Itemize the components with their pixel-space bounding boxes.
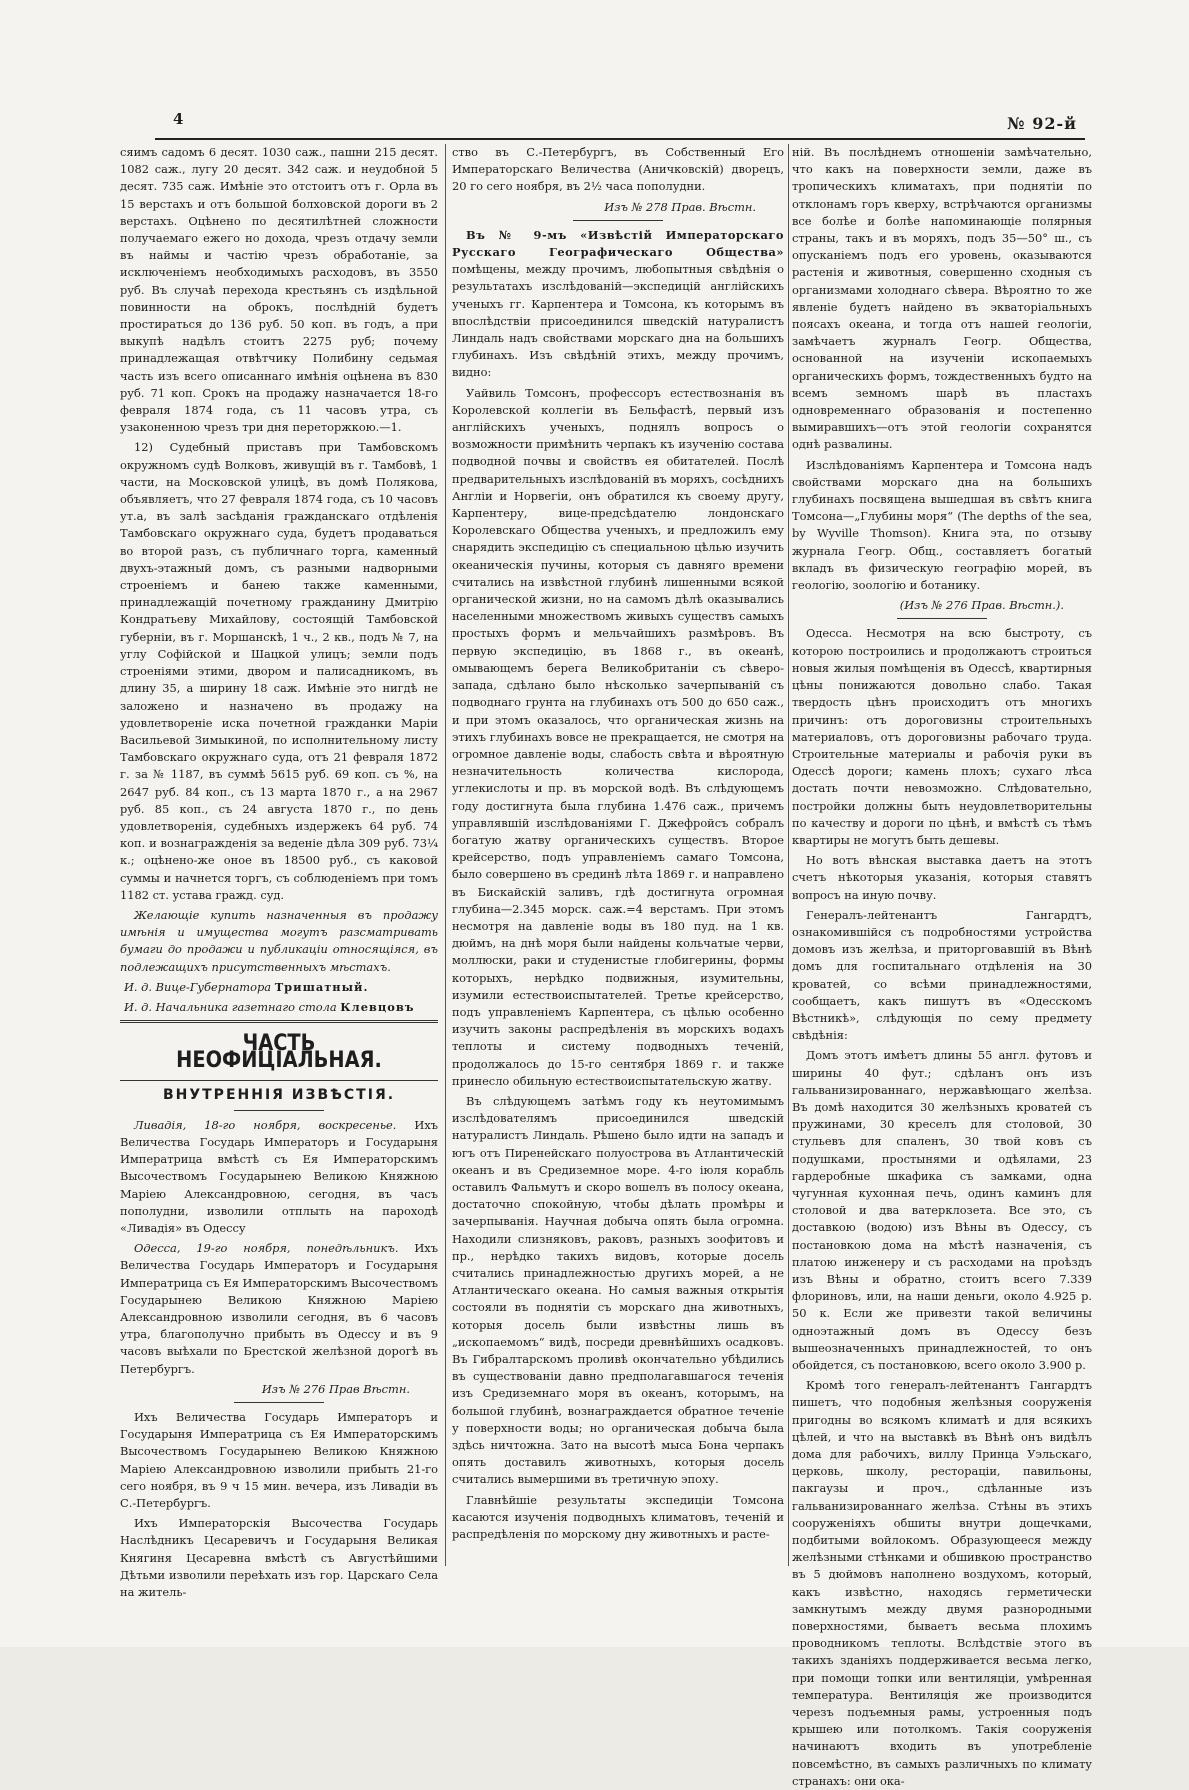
page-header: [155, 108, 1085, 138]
signature-name: Тришатный.: [274, 979, 369, 994]
column-3: [792, 144, 1092, 1788]
separator: [573, 220, 663, 221]
signature-line: [120, 979, 438, 996]
dateline: Ливадія, 18-го ноября, воскресенье.: [134, 1117, 397, 1132]
signature-line: [120, 999, 438, 1016]
paragraph: ство въ С.-Петербургъ, въ Собственный Его Императорскаго Величества (Аничковскій) дворецъ, 20 го сего ноября, въ 2½ часа пополудни.: [452, 145, 784, 194]
separator: [234, 1110, 324, 1111]
page-number: 4: [173, 110, 184, 128]
section-title: ЧАСТЬ НЕОФИЦІАЛЬНАЯ.: [176, 1031, 382, 1074]
dateline: Одесса, 19-го ноября, понедѣльникъ.: [134, 1241, 399, 1256]
issue-number: № 92-й: [1007, 114, 1077, 133]
source-citation: Изъ № 278 Прав. Вѣстн.: [604, 199, 756, 214]
column-divider: [445, 144, 446, 1566]
section-rule: [120, 1020, 438, 1023]
news-paragraph: [120, 1117, 438, 1237]
paragraph: Домъ этотъ имѣетъ длины 55 англ. футовъ и ширины 40 фут.; сдѣланъ онъ изъ гальванизированнаго, нержавѣющаго желѣза. Въ домѣ находится 30 желѣзныхъ кроватей съ пружинами, 30 креселъ для столовой, 30 стульевъ для спаленъ, 30 твой ковъ съ подушками, простынями и одѣялами, 23 гардеробные шкафика съ замками, одна чугунная кухонная печь, одинъ каминъ для столовой и два ватерклозета. Все это, съ доставкою (водою) изъ Вѣны въ Одессу, съ постановкою дома на мѣстѣ назначенія, съ платою инженеру и съ расходами на проѣздъ изъ Вѣны и обратно, стоитъ всего 7.339 флориновъ, или, на наши деньги, около 4.925 р. 50 к. Если же привезти такой величины одноэтажный домъ въ Одессу безъ вышеозначенныхъ принадлежностей, то онъ обойдется, съ постановкою, всего около 3.900 р.: [792, 1048, 1092, 1373]
paragraph: сяимъ садомъ 6 десят. 1030 саж., пашни 215 десят. 1082 саж., лугу 20 десят. 342 саж. и неудобной 5 десят. 735 саж. Имѣніе это отстоитъ отъ г. Орла въ 15 верстахъ и отъ большой болховской дороги въ 2 верстахъ. Оцѣнено по десятилѣтней сложности получаемаго ежего но дохода, чрезъ отдачу земли въ наймы и частію чрезъ обработаніе, за исключеніемъ необходимыхъ расходовъ, въ 3550 руб. Въ случаѣ перехода крестьянъ съ издѣльной повинности на оброкъ, послѣдній будетъ простираться до 136 руб. 50 коп. въ годъ, а при выкупѣ надѣлъ стоитъ 2275 руб; почему принадлежащая отвѣтчику Полибину седьмая часть изъ всего описаннаго имѣнія оцѣнена въ 830 руб. 71 коп. Срокъ на продажу назначается 18-го февраля 1874 года, съ 11 часовъ утра, съ узаконенною чрезъ три дня переторжкою.—1.: [120, 145, 438, 435]
signature-name: Клевцовъ: [340, 999, 415, 1014]
signature-role: И. д. Вице-Губернатора: [124, 979, 272, 994]
separator: [897, 618, 987, 619]
source-citation: Изъ № 276 Прав Вѣстн.: [261, 1381, 410, 1396]
paragraph: Кромѣ того генералъ-лейтенантъ Гангардтъ пишетъ, что подобныя желѣзныя сооруженія пригодны во всякомъ климатѣ и для всякихъ цѣлей, и что на выставкѣ въ Вѣнѣ онъ видѣлъ дома для рабочихъ, виллу Принца Уэльскаго, церковь, школу, рестораціи, павильоны, пакгаузы и проч., сдѣланные изъ гальванизированнаго желѣза. Стѣны въ этихъ сооруженіяхъ обшиты внутри дощечками, подбитыми войлокомъ. Образующееся между желѣзными стѣнками и обшивкою пространство въ 5 дюймовъ наполнено воздухомъ, который, какъ извѣстно, находясь герметически замкнутымъ между двумя разнородными поверхностями, бываетъ весьма плохимъ проводникомъ теплоты. Вслѣдствіе этого въ такихъ зданіяхъ поддерживается весьма легко, при помощи топки или вентиляціи, умѣренная температура. Вентиляція же производится черезъ подъемныя рамы, устроенныя подъ крышею или потолкомъ. Такія сооруженія начинаютъ входить въ употребленіе повсемѣстно, въ самыхъ различныхъ по климату странахъ: они ока-: [792, 1378, 1092, 1788]
news-text: Ихъ Величества Государь Императоръ и Государыня Императрица съ Ея Императорскимъ Высочествомъ Государынею Великою Княжною Маріею Александровною изволили сегодня, въ 6 часовъ утра, благополучно прибыть въ Одессу и въ 9 часовъ выѣхали по Брестской желѣзной дорогѣ въ Петербургъ.: [120, 1241, 438, 1376]
paragraph: Ихъ Императорскія Высочества Государь Наслѣдникъ Цесаревичъ и Государыня Великая Княгиня Цесаревна вмѣстѣ съ Августѣйшими Дѣтьми изволили переѣхать изъ гор. Царскаго Села на житель-: [120, 1516, 438, 1600]
lead-text: Въ № 9-мъ «Извѣстій Императорскаго Русскаго Географическаго Общества»: [452, 227, 784, 260]
signature-role: И. д. Начальника газетнаго стола: [124, 999, 337, 1014]
header-rule: [155, 138, 1085, 140]
paragraph-text: помѣщены, между прочимъ, любопытныя свѣдѣнія о результатахъ изслѣдованій—экспедицій англійскихъ ученыхъ гг. Карпентера и Томсона, къ которымъ въ впослѣдствіи присоединился шведскій натуралистъ Линдаль надъ свойствами морскаго дна на большихъ глубинахъ. Изъ свѣдѣній этихъ, между прочимъ, видно:: [452, 262, 784, 380]
paragraph: [452, 227, 784, 382]
column-divider: [788, 144, 789, 1566]
paragraph: Изслѣдованіямъ Карпентера и Томсона надъ свойствами морскаго дна на большихъ глубинахъ посвящена вышедшая въ свѣтъ книга Томсона—„Глубины моря“ (The depths of the sea, by Wyville Thomson). Книга эта, по отзыву журнала Геогр. Общ., составляетъ богатый вкладъ въ физическую географію морей, въ геологію, зоологію и ботанику.: [792, 457, 1092, 593]
paragraph: Генералъ-лейтенантъ Гангардтъ, ознакомившійся съ подробностями устройства домовъ изъ желѣза, и приторговавшій въ Вѣнѣ домъ для госпитальнаго отдѣленія на 30 кроватей, со всѣми принадлежностями, сообщаетъ, какъ пишутъ въ «Одесскомъ Вѣстникѣ», слѣдующія по сему предмету свѣдѣнія:: [792, 907, 1092, 1043]
source-citation: (Изъ № 276 Прав. Вѣстн.).: [899, 598, 1064, 613]
separator: [234, 1402, 324, 1403]
paragraph: Главнѣйшіе результаты экспедиціи Томсона касаются изученія подводныхъ климатовъ, теченій и распредѣленія по морскому дну животныхъ и расте-: [452, 1492, 784, 1542]
notice-paragraph: Желающіе купить назначенныя въ продажу имѣнія и имущества могутъ разсматривать бумаги до продажи и публикаціи относящіяся, въ подлежащихъ присутственныхъ мѣстахъ.: [120, 907, 438, 974]
subsection-title: ВНУТРЕННІЯ ИЗВѢСТІЯ.: [162, 1086, 396, 1103]
news-paragraph: [120, 1240, 438, 1378]
section-rule: [120, 1080, 438, 1081]
column-1: [120, 144, 438, 1600]
paragraph: Уайвиль Томсонъ, профессоръ естествознанія въ Королевской коллегіи въ Бельфастѣ, первый изъ англійскихъ ученыхъ, поднялъ вопросъ о возможности примѣнить черпакъ къ изученію состава подводной почвы и свойствъ ея обитателей. Послѣ предварительныхъ изслѣдованій въ моряхъ, сосѣднихъ Англіи и Норвегіи, онъ обратился къ своему другу, Карпентеру, вице-предсѣдателю лондонскаго Королевскаго Общества ученыхъ, и предложилъ ему снарядить экспедицію съ специальною цѣлью изучить океаническія пучины, которыя съ давняго времени считались на извѣстной глубинѣ лишенными всякой органической жизни, но на самомъ дѣлѣ оказывались населенными множествомъ живыхъ существъ самыхъ простыхъ формъ и мельчайшихъ размѣровъ. Въ первую экспедицію, въ 1868 г., въ океанѣ, омывающемъ берега Великобританіи съ сѣверо-запада, сдѣлано было нѣсколько зачерпываній съ подводнаго грунта на глубинахъ отъ 500 до 650 саж., и при этомъ оказалось, что органическая жизнь на этихъ глубинахъ вовсе не прекращается, не смотря на огромное давленіе воды, слабость свѣта и вѣроятную незначительность количества кислорода, углекислоты и пр. въ морской водѣ. Въ слѣдующемъ году достигнута была глубина 1.476 саж., причемъ управлявшій изслѣдованіями Г. Джефройсъ собралъ богатую жатву органическихъ существъ. Второе крейсерство, подъ управленіемъ самаго Томсона, было совершено въ срединѣ лѣта 1869 г. и направлено въ Бискайскій заливъ, гдѣ достигнута огромная глубина—2.345 морск. саж.=4 верстамъ. При этомъ несмотря на давленіе воды въ 180 пуд. на 1 кв. дюймъ, на днѣ моря были найдены кольчатые черви, моллюски, раки и студенистые глобигерины, формы которыхъ, нерѣдко подвижныя, изумительны, изумили естествоиспытателей. Третье крейсерство, подъ управленіемъ Карпентера, съ цѣлью особенно изучить законы распредѣленія въ морскихъ водахъ теплоты и систему подводныхъ теченій, продолжалось до 15-го сентября 1869 г. и также принесло обильную естествоиспытательскую жатву.: [452, 385, 784, 1088]
paragraph: Ихъ Величества Государь Императоръ и Государыня Императрица съ Ея Императорскимъ Высочествомъ Государынею Великою Княжною Маріею Александровною изволили прибыть 21-го сего ноября, въ 9 ч 15 мин. вечера, изъ Ливадіи въ С.-Петербургъ.: [120, 1410, 438, 1511]
paragraph: ній. Въ послѣднемъ отношеніи замѣчательно, что какъ на поверхности земли, даже въ тропическихъ климатахъ, при поднятіи по отклонамъ горъ кверху, встрѣчаются организмы все болѣе и болѣе напоминающіе полярныя страны, такъ и въ моряхъ, подъ 35—50° ш., съ опусканіемъ подъ его уровень, оказываются растенія и животныя, совершенно сходныя съ организмами холоднаго сѣвера. Вѣроятно то же явленіе будетъ найдено въ экваторіальныхъ поясахъ океана, и тогда отъ нашей геологіи, замѣчаетъ журналъ Геогр. Общества, основанной на изученіи ископаемыхъ органическихъ формъ, тождественныхъ будто на всемъ земномъ шарѣ въ пластахъ одновременнаго образованія и постепенно вымиравшихъ—отъ этой геологіи сохранятся однѣ развалины.: [792, 145, 1092, 452]
paragraph: 12) Судебный приставъ при Тамбовскомъ окружномъ судѣ Волковъ, живущій въ г. Тамбовѣ, 1 части, на Московской улицѣ, въ домѣ Полякова, объявляетъ, что 27 февраля 1874 года, съ 10 часовъ ут.а, въ залѣ засѣданія гражданскаго отдѣленія Тамбовскаго окружнаго суда, будетъ продаваться во второй разъ, съ публичнаго торга, каменный двухъ-этажный домъ, съ разными надворными строеніемъ и банею также каменными, принадлежащій почетному гражданину Дмитрію Кондратьеву Михайлову, состоящій Тамбовской губерніи, въ г. Моршанскѣ, 1 ч., 2 кв., подъ № 7, на углу Софійской и Шацкой улицъ; земли подъ строеніями этими, двором и палисадникомъ, въ длину 35, а ширину 18 саж. Имѣніе это нигдѣ не заложено и назначено въ продажу на удовлетвореніе иска почетной гражданки Маріи Васильевой Зимыкиной, по исполнительному листу Тамбовскаго окружнаго суда, отъ 21 февраля 1872 г. за № 1187, въ суммѣ 5615 руб. 69 коп. съ %, на 2647 руб. 84 коп., съ 13 марта 1870 г., а на 2967 руб. 85 коп., съ 24 августа 1870 г., по день удовлетворенія, судебныхъ издержекъ 64 руб. 74 коп. и вознагражденія за веденіе дѣла 309 руб. 73¼ к.; оцѣнено-же оное въ 18500 руб., съ каковой суммы и начнется торгъ, съ соблюденіемъ при томъ 1182 ст. устава гражд. суд.: [120, 440, 438, 902]
paragraph: Въ слѣдующемъ затѣмъ году къ неутомимымъ изслѣдователямъ присоединился шведскій натуралистъ Линдаль. Рѣшено было идти на западъ и югъ отъ Пиренейскаго полуострова въ Атлантическій океанъ и въ Средиземное море. 4-го іюля корабль оставилъ Фальмутъ и скоро вошелъ въ полосу океана, достаточно спокойную, чтобы дѣлать промѣры и зачерпыванія. Научная добыча опять была огромна. Находили слизняковъ, раковъ, разныхъ зоофитовъ и пр., нерѣдко такихъ видовъ, которые досель считались принадлежностью другихъ морей, а не Атлантическаго океана. Но самыя важныя открытія состояли въ поднятіи съ морскаго дна животныхъ, которыя досель были извѣстны лишь въ „ископаемомъ“ видѣ, посреди древнѣйшихъ осадковъ. Въ Гибралтарскомъ проливѣ окончательно убѣдились въ существованіи давно предполагавшагося теченія изъ Средиземнаго моря въ океанъ, которымъ, на большой глубинѣ, вознаграждается обратное теченіе у поверхности воды; но органическая добыча была здѣсь ничтожна. Зато на высотѣ мыса Бона черпакъ опять доставилъ животныхъ, которыя досель считались вымершими въ третичную эпоху.: [452, 1093, 784, 1487]
paragraph: Одесса. Несмотря на всю быстроту, съ которою построились и продолжаютъ строиться новыя жилыя помѣщенія въ Одессѣ, квартирныя цѣны понижаются довольно слабо. Такая твердость цѣнъ происходитъ отъ многихъ причинъ: отъ дороговизны строительныхъ материаловъ, отъ дороговизны рабочаго труда. Строительные материалы и рабочія руки въ Одессѣ дороги; камень плохъ; сухаго лѣса достать почти невозможно. Слѣдовательно, постройки должны быть неудовлетворительны по качеству и дороги по цѣнѣ, и вмѣстѣ съ тѣмъ квартиры не могутъ быть дешевы.: [792, 626, 1092, 847]
news-text: Ихъ Величества Государь Императоръ и Государыня Императрица вмѣстѣ съ Ея Императорскимъ Высочествомъ Государынею Великою Княжною Маріею Александровною, сегодня, въ часъ пополудни, изволили отплыть на пароходѣ «Ливадія» въ Одессу: [120, 1117, 438, 1235]
paragraph: Но вотъ вѣнская выставка даетъ на этотъ счетъ нѣкоторыя указанія, которыя ставятъ вопросъ на иную почву.: [792, 853, 1092, 902]
column-2: [452, 144, 784, 1564]
